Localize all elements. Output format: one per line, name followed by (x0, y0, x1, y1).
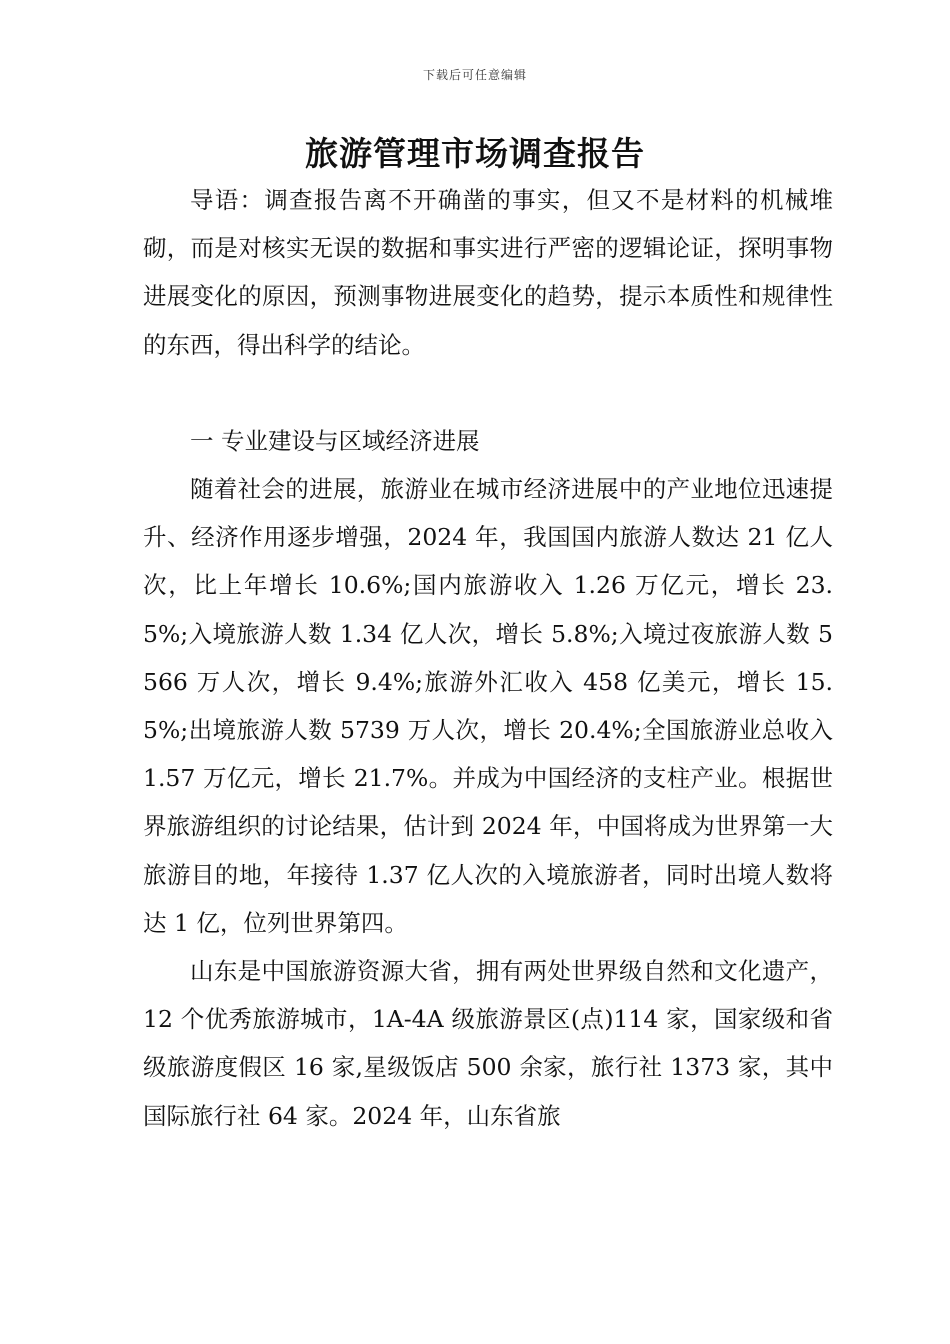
header-note: 下载后可任意编辑 (422, 68, 527, 82)
section-heading: 一 专业建设与区域经济进展 (190, 426, 480, 455)
body-paragraph-1: 随着社会的进展，旅游业在城市经济进展中的产业地位迅速提升、经济作用逐步增强，2024 年，我国国内旅游人数达 21 亿人次，比上年增长 10.6%;国内旅游收入 1.26 万亿元，增长 23.5%;入境旅游人数 1.34 亿人次，增长 5.8%;入境过夜旅游人数 5566 万人次，增长 9.4%;旅游外汇收入 458 亿美元，增长 15.5%;出境旅游人数 5739 万人次，增长 20.4%;全国旅游业总收入 1.57 万亿元，增长 21.7%。并成为中国经济的支柱产业。根据世界旅游组织的讨论结果，估计到 2024 年，中国将成为世界第一大旅游目的地，年接待 1.37 亿人次的入境旅游者，同时出境人数将达 1 亿，位列世界第四。 (143, 475, 833, 937)
body-paragraph-2: 山东是中国旅游资源大省，拥有两处世界级自然和文化遗产， 12 个优秀旅游城市，1A-4A 级旅游景区(点)114 家，国家级和省级旅游度假区 16 家,星级饭店 500 余家，旅行社 1373 家，其中国际旅行社 64 家。2024 年，山东省旅 (143, 957, 833, 1130)
intro-paragraph: 导语：调查报告离不开确凿的事实，但又不是材料的机械堆砌，而是对核实无误的数据和事实进行严密的逻辑论证，探明事物进展变化的原因，预测事物进展变化的趋势，提示本质性和规律性的东西，得出科学的结论。 (143, 186, 833, 359)
paragraph-spacer (143, 369, 833, 417)
document-title: 旅游管理市场调查报告 (305, 134, 645, 173)
document-body (143, 176, 833, 1140)
